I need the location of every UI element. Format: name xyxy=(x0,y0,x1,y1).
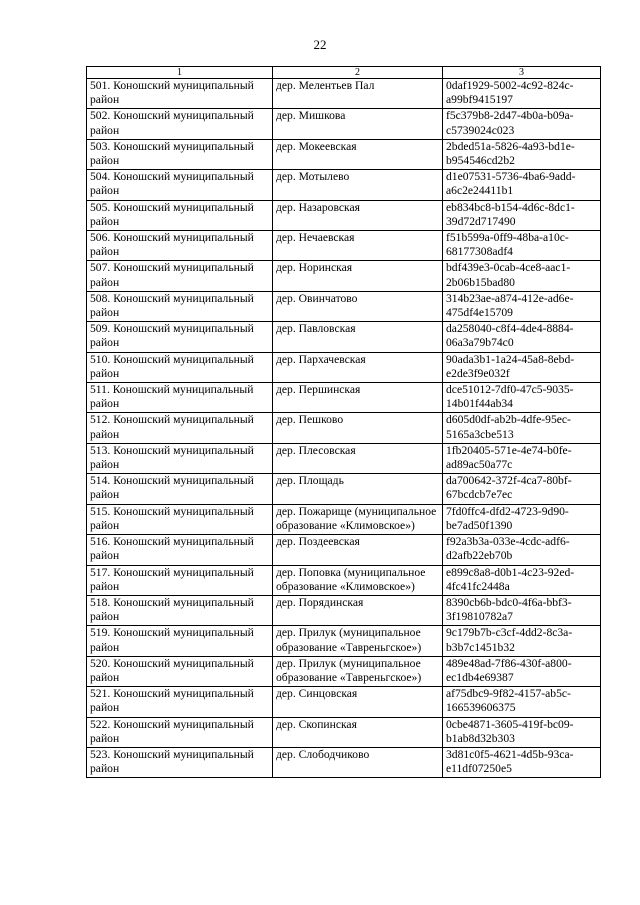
guid-cell: 3d81c0f5-4621-4d5b-93ca- e11df07250e5 xyxy=(443,747,601,777)
table-row xyxy=(87,656,601,686)
settlement-cell: дер. Площадь xyxy=(273,474,443,504)
guid-cell: da700642-372f-4ca7-80bf- 67bcdcb7e7ec xyxy=(443,474,601,504)
table-row xyxy=(87,413,601,443)
guid-cell: 90ada3b1-1a24-45a8-8ebd- e2de3f9e032f xyxy=(443,352,601,382)
settlement-cell: дер. Павловская xyxy=(273,322,443,352)
settlement-cell: дер. Поповка (муниципальное образование «Климовское») xyxy=(273,565,443,595)
region-cell: 510. Коношский муниципальный район xyxy=(87,352,273,382)
table-row xyxy=(87,717,601,747)
region-cell: 512. Коношский муниципальный район xyxy=(87,413,273,443)
guid-cell: f5c379b8-2d47-4b0a-b09a- c5739024c023 xyxy=(443,109,601,139)
column-number-1: 1 xyxy=(87,67,273,79)
settlement-cell: дер. Порядинская xyxy=(273,595,443,625)
table-row xyxy=(87,200,601,230)
page-number: 22 xyxy=(313,37,327,52)
region-cell: 523. Коношский муниципальный район xyxy=(87,747,273,777)
column-number-row xyxy=(87,67,601,79)
region-cell: 507. Коношский муниципальный район xyxy=(87,261,273,291)
region-cell: 509. Коношский муниципальный район xyxy=(87,322,273,352)
guid-cell: af75dbc9-9f82-4157-ab5c- 166539606375 xyxy=(443,687,601,717)
settlement-cell: дер. Першинская xyxy=(273,383,443,413)
settlement-cell: дер. Мотылево xyxy=(273,170,443,200)
table-row xyxy=(87,231,601,261)
settlement-cell: дер. Пешково xyxy=(273,413,443,443)
table-row xyxy=(87,504,601,534)
table-row xyxy=(87,139,601,169)
settlement-cell: дер. Пожарище (муниципальное образование «Климовское») xyxy=(273,504,443,534)
column-number-2: 2 xyxy=(273,67,443,79)
region-cell: 503. Коношский муниципальный район xyxy=(87,139,273,169)
guid-cell: e899c8a8-d0b1-4c23-92ed- 4fc41fc2448a xyxy=(443,565,601,595)
region-cell: 504. Коношский муниципальный район xyxy=(87,170,273,200)
table-row xyxy=(87,291,601,321)
guid-cell: 1fb20405-571e-4e74-b0fe- ad89ac50a77c xyxy=(443,443,601,473)
region-cell: 506. Коношский муниципальный район xyxy=(87,231,273,261)
settlement-cell: дер. Прилук (муниципальное образование «Тавреньгское») xyxy=(273,626,443,656)
guid-cell: dce51012-7df0-47c5-9035- 14b01f44ab34 xyxy=(443,383,601,413)
guid-cell: 0cbe4871-3605-419f-bc09- b1ab8d32b303 xyxy=(443,717,601,747)
table-row xyxy=(87,687,601,717)
table-row xyxy=(87,474,601,504)
table-row xyxy=(87,535,601,565)
region-cell: 508. Коношский муниципальный район xyxy=(87,291,273,321)
table-row xyxy=(87,261,601,291)
guid-cell: 9c179b7b-c3cf-4dd2-8c3a- b3b7c1451b32 xyxy=(443,626,601,656)
settlement-cell: дер. Прилук (муниципальное образование «Тавреньгское») xyxy=(273,656,443,686)
settlement-cell: дер. Назаровская xyxy=(273,200,443,230)
guid-cell: 2bded51a-5826-4a93-bd1e- b954546cd2b2 xyxy=(443,139,601,169)
settlement-cell: дер. Норинская xyxy=(273,261,443,291)
region-cell: 516. Коношский муниципальный район xyxy=(87,535,273,565)
settlement-cell: дер. Слободчиково xyxy=(273,747,443,777)
settlement-cell: дер. Овинчатово xyxy=(273,291,443,321)
guid-cell: 0daf1929-5002-4c92-824c- a99bf9415197 xyxy=(443,79,601,109)
table-row xyxy=(87,109,601,139)
region-cell: 521. Коношский муниципальный район xyxy=(87,687,273,717)
settlement-cell: дер. Пархачевская xyxy=(273,352,443,382)
guid-cell: bdf439e3-0cab-4ce8-aac1- 2b06b15bad80 xyxy=(443,261,601,291)
region-cell: 520. Коношский муниципальный район xyxy=(87,656,273,686)
guid-cell: eb834bc8-b154-4d6c-8dc1- 39d72d717490 xyxy=(443,200,601,230)
region-cell: 501. Коношский муниципальный район xyxy=(87,79,273,109)
settlement-registry-table xyxy=(86,66,601,778)
table-body xyxy=(87,67,601,778)
region-cell: 518. Коношский муниципальный район xyxy=(87,595,273,625)
settlement-cell: дер. Мелентьев Пал xyxy=(273,79,443,109)
guid-cell: f51b599a-0ff9-48ba-a10c- 68177308adf4 xyxy=(443,231,601,261)
settlement-cell: дер. Плесовская xyxy=(273,443,443,473)
region-cell: 517. Коношский муниципальный район xyxy=(87,565,273,595)
table-row xyxy=(87,79,601,109)
region-cell: 505. Коношский муниципальный район xyxy=(87,200,273,230)
region-cell: 511. Коношский муниципальный район xyxy=(87,383,273,413)
column-number-3: 3 xyxy=(443,67,601,79)
table-row xyxy=(87,747,601,777)
settlement-cell: дер. Скопинская xyxy=(273,717,443,747)
settlement-cell: дер. Синцовская xyxy=(273,687,443,717)
region-cell: 519. Коношский муниципальный район xyxy=(87,626,273,656)
settlement-cell: дер. Нечаевская xyxy=(273,231,443,261)
table-row xyxy=(87,322,601,352)
region-cell: 515. Коношский муниципальный район xyxy=(87,504,273,534)
guid-cell: d605d0df-ab2b-4dfe-95ec- 5165a3cbe513 xyxy=(443,413,601,443)
guid-cell: 489e48ad-7f86-430f-a800- ec1db4e69387 xyxy=(443,656,601,686)
region-cell: 514. Коношский муниципальный район xyxy=(87,474,273,504)
table-row xyxy=(87,170,601,200)
guid-cell: 314b23ae-a874-412e-ad6e- 475df4e15709 xyxy=(443,291,601,321)
table-row xyxy=(87,383,601,413)
settlement-cell: дер. Мишкова xyxy=(273,109,443,139)
guid-cell: d1e07531-5736-4ba6-9add- a6c2e24411b1 xyxy=(443,170,601,200)
settlement-cell: дер. Поздеевская xyxy=(273,535,443,565)
region-cell: 522. Коношский муниципальный район xyxy=(87,717,273,747)
guid-cell: 8390cb6b-bdc0-4f6a-bbf3- 3f19810782a7 xyxy=(443,595,601,625)
region-cell: 502. Коношский муниципальный район xyxy=(87,109,273,139)
table-row xyxy=(87,595,601,625)
guid-cell: 7fd0ffc4-dfd2-4723-9d90- be7ad50f1390 xyxy=(443,504,601,534)
settlement-cell: дер. Мокеевская xyxy=(273,139,443,169)
table-row xyxy=(87,443,601,473)
guid-cell: f92a3b3a-033e-4cdc-adf6- d2afb22eb70b xyxy=(443,535,601,565)
guid-cell: da258040-c8f4-4de4-8884- 06a3a79b74c0 xyxy=(443,322,601,352)
region-cell: 513. Коношский муниципальный район xyxy=(87,443,273,473)
table-row xyxy=(87,565,601,595)
table-row xyxy=(87,352,601,382)
table-row xyxy=(87,626,601,656)
